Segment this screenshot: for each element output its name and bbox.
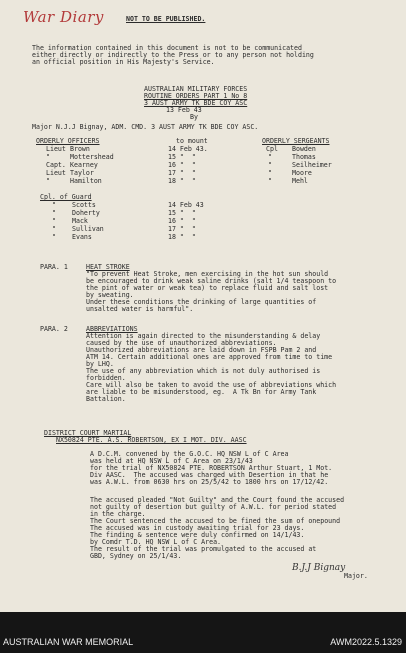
sergeant-rank: " xyxy=(268,161,272,169)
court-martial-line: by Comdr T.D. HQ NSW L of C Area. xyxy=(90,538,222,546)
court-martial-line: GBD, Sydney on 25/1/43. xyxy=(90,552,182,560)
court-martial-subject: NX50824 PTE. A.S. ROBERTSON, EX I MOT. DIV. AASC xyxy=(56,436,247,444)
guard-rank: " xyxy=(52,217,56,225)
sergeant-name: Seilheimer xyxy=(292,161,332,169)
officer-rank: Capt. xyxy=(46,161,66,169)
guard-date: 17 " " xyxy=(168,225,196,233)
guard-name: Mack xyxy=(72,217,88,225)
guard-date: 15 " " xyxy=(168,209,196,217)
officer-rank: Lieut xyxy=(46,145,66,153)
court-martial-line: The accused was in custody awaiting trial for 23 days. xyxy=(90,524,305,532)
para-2-line: forbidden. xyxy=(86,374,126,382)
para-1-line: Under these conditions the drinking of large quantities of xyxy=(86,298,317,306)
guard-rank: " xyxy=(52,225,56,233)
officer-rank: " xyxy=(46,153,50,161)
court-martial-line: in the charge. xyxy=(90,510,146,518)
para-2-line: caused by the use of unauthorized abbreviations. xyxy=(86,339,277,347)
title-line-1: AUSTRALIAN MILITARY FORCES xyxy=(144,85,248,93)
orderly-sergeants-heading: ORDERLY SERGEANTS xyxy=(262,137,330,145)
court-martial-line: The result of the trial was promulgated to the accused at xyxy=(90,545,317,553)
sergeant-rank: Cpl xyxy=(266,145,278,153)
para-2-line: are liable to be misunderstood, eg. A Tk Bn for Army Tank xyxy=(86,388,317,396)
court-martial-heading: DISTRICT COURT MARTIAL xyxy=(44,429,132,437)
sergeant-rank: " xyxy=(268,177,272,185)
handwritten-war-diary-note: War Diary xyxy=(23,8,104,26)
sergeant-name: Bowden xyxy=(292,145,316,153)
para-2-line: ATM 14. Certain additional ones are approved from time to time xyxy=(86,353,333,361)
para-2-number: PARA. 2 xyxy=(40,325,68,333)
para-2-line: Attention is again directed to the misunderstanding & delay xyxy=(86,332,321,340)
title-line-3: 3 AUST ARMY TK BDE COY ASC xyxy=(144,99,248,107)
court-martial-line: A D.C.M. convened by the G.O.C. HQ NSW L of C Area xyxy=(90,450,289,458)
archive-reference: AWM2022.5.1329 xyxy=(330,637,402,647)
signature: B.J.J Bignay xyxy=(292,563,346,573)
issued-by: Major N.J.J Bignay, ADM. CMD. 3 AUST ARMY TK BDE COY ASC. xyxy=(32,123,259,131)
classification-heading: NOT TO BE PUBLISHED. xyxy=(126,15,206,23)
para-1-line: be encouraged to drink weak saline drinks (salt 1/4 teaspoon to xyxy=(86,277,337,285)
guard-rank: " xyxy=(52,201,56,209)
officer-date: 17 " " xyxy=(168,169,196,177)
para-2-line: Unauthorized abbreviations are laid down in FSPB Pam 2 and xyxy=(86,346,317,354)
sergeant-name: Moore xyxy=(292,169,312,177)
title-date: 13 Feb 43 xyxy=(166,106,202,114)
guard-date: 14 Feb 43 xyxy=(168,201,204,209)
court-martial-line: The finding & sentence were duly confirmed on 14/1/43. xyxy=(90,531,305,539)
officer-date: 16 " " xyxy=(168,161,196,169)
court-martial-line: was A.W.L. from 0630 hrs on 25/5/42 to 1800 hrs on 17/12/42. xyxy=(90,478,329,486)
sergeant-rank: " xyxy=(268,169,272,177)
officer-date: 15 " " xyxy=(168,153,196,161)
notice-line-3: an official position in His Majesty's Service. xyxy=(32,58,215,66)
officer-date: 18 " " xyxy=(168,177,196,185)
guard-rank: " xyxy=(52,209,56,217)
officer-name: Kearney xyxy=(70,161,98,169)
sergeant-name: Thomas xyxy=(292,153,316,161)
title-by: By xyxy=(190,113,198,121)
officer-name: Taylor xyxy=(70,169,94,177)
para-2-line: Care will also be taken to avoid the use of abbreviations which xyxy=(86,381,337,389)
officer-rank: " xyxy=(46,177,50,185)
para-2-line: by LHQ. xyxy=(86,360,114,368)
para-1-line: by sweating. xyxy=(86,291,134,299)
court-martial-line: The Court sentenced the accused to be fined the sum of onepound xyxy=(90,517,341,525)
court-martial-line: The accused pleaded "Not Guilty" and the Court found the accused xyxy=(90,496,345,504)
guard-heading: Cpl. of Guard xyxy=(40,193,92,201)
title-line-2: ROUTINE ORDERS PART 1 No 8 xyxy=(144,92,248,100)
para-2-heading: ABBREVIATIONS xyxy=(86,325,138,333)
para-1-line: the pint of water or weak tea) to replace fluid and salt lost xyxy=(86,284,329,292)
officer-name: Hamilton xyxy=(70,177,102,185)
court-martial-line: not guilty of desertion but guilty of A.W.L. for period stated xyxy=(90,503,337,511)
court-martial-line: was held at HQ NSW L of C Area on 23/1/43 xyxy=(90,457,253,465)
guard-rank: " xyxy=(52,233,56,241)
para-2-line: Battalion. xyxy=(86,395,126,403)
orderly-officers-heading: ORDERLY OFFICERS xyxy=(36,137,100,145)
para-1-heading: HEAT STROKE xyxy=(86,263,130,271)
court-martial-line: for the trial of NX50824 PTE. ROBERTSON Arthur Stuart, 1 Mot. xyxy=(90,464,333,472)
signature-title: Major. xyxy=(344,572,368,580)
guard-name: Evans xyxy=(72,233,92,241)
guard-date: 16 " " xyxy=(168,217,196,225)
archive-footer-bar xyxy=(0,612,406,653)
guard-name: Doherty xyxy=(72,209,100,217)
sergeant-name: Mehl xyxy=(292,177,308,185)
guard-date: 18 " " xyxy=(168,233,196,241)
officer-name: Brown xyxy=(70,145,90,153)
to-mount-heading: to mount xyxy=(176,137,208,145)
para-1-number: PARA. 1 xyxy=(40,263,68,271)
notice-line-2: either directly or indirectly to the Press or to any person not holding xyxy=(32,51,314,59)
para-1-line: "To prevent Heat Stroke, men exercising in the hot sun should xyxy=(86,270,329,278)
officer-rank: Lieut xyxy=(46,169,66,177)
para-1-line: unsalted water is harmful". xyxy=(86,305,194,313)
para-2-line: The use of any abbreviation which is not duly authorised is xyxy=(86,367,321,375)
guard-name: Scotts xyxy=(72,201,96,209)
officer-date: 14 Feb 43. xyxy=(168,145,208,153)
archive-name: AUSTRALIAN WAR MEMORIAL xyxy=(3,637,134,647)
notice-line-1: The information contained in this document is not to be communicated xyxy=(32,44,302,52)
guard-name: Sullivan xyxy=(72,225,104,233)
court-martial-line: Div AASC. The accused was charged with Desertion in that he xyxy=(90,471,329,479)
officer-name: Mottershead xyxy=(70,153,114,161)
sergeant-rank: " xyxy=(268,153,272,161)
